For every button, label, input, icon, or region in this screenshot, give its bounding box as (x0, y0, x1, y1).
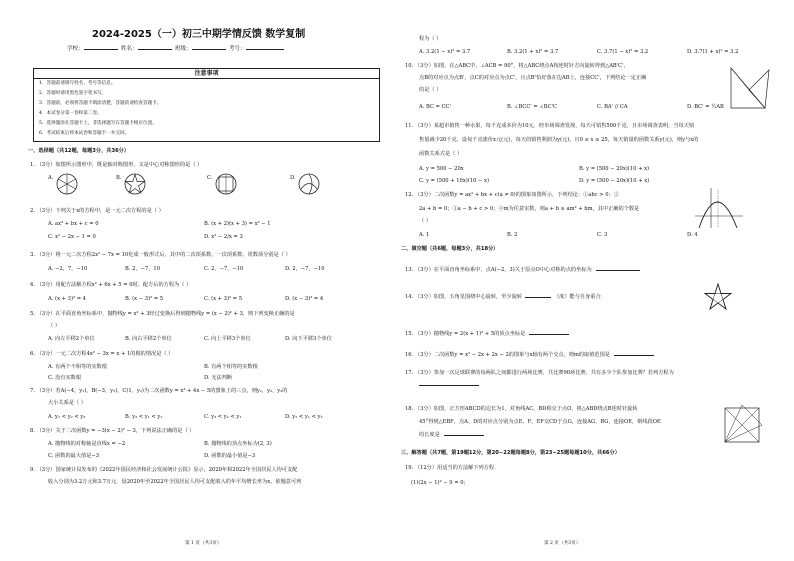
q13-answer-blank[interactable] (596, 270, 640, 271)
q10-option-b: B. ∠BCC' = ∠BC'C (507, 104, 557, 110)
name-field[interactable] (138, 49, 172, 50)
q4-option-d: D. (x − 3)² = 4 (285, 296, 324, 302)
question-12: 12. （3分）二次函数y = ax² + bx + c(a ≠ 0)的图象如图所示，下列结论：①abc > 0；② (405, 192, 619, 198)
note-3: 3．答题前，必须将答题卡填涂清楚，答题前请检查答题卡。 (39, 101, 162, 106)
note-2: 2．答题时请用黑色签字笔书写。 (39, 91, 107, 96)
class-label: 班级： (175, 46, 192, 52)
question-19-part-1: (1)(2x − 1)² − 9 = 0； (411, 480, 469, 486)
page-2 (397, 0, 794, 561)
q5-option-d: D. 向下平移3个单位 (285, 336, 332, 342)
question-3: 3. （3分）将一元二次方程2x² − 7x = 10化成一般形式后，其中的二次项系数、一次项系数、常数项分别是（ ） (30, 252, 291, 258)
q3-option-d: D. 2，−7，−10 (285, 266, 325, 272)
q12-option-d: D. 4 (687, 232, 698, 238)
question-1: 1. （3分）如图所示图形中，既是轴对称图形，又是中心对称图形的是（ ） (30, 162, 203, 168)
q7-option-d: D. y₂ < y₁ < y₃ (285, 414, 323, 420)
q15-answer-blank[interactable] (529, 334, 569, 335)
number-field[interactable] (246, 49, 284, 50)
section-1-heading: 一、选择题（共12题，每题3分，共36分） (28, 148, 130, 154)
q10-triangle-figure-icon (725, 60, 773, 116)
question-16 (405, 352, 654, 358)
note-1: 1．答题前请填写姓名、考号等信息。 (39, 81, 116, 86)
question-14-text: 14. （3分）如图，五角星围绕中心旋转，至少旋转 (405, 294, 522, 300)
school-field[interactable] (84, 49, 118, 50)
q5-option-c: C. 向上平移3个单位 (204, 336, 251, 342)
q1-option-b-label: B. (116, 175, 122, 181)
q1-figure-a-icon (55, 172, 79, 196)
question-4: 4. （3分）用配方法解方程x² + 6x + 5 = 0时，配方后的方程为（ ） (30, 282, 192, 288)
question-14 (405, 294, 606, 300)
q12-option-b: B. 2 (507, 232, 518, 238)
question-11: 11. （3分）某超市销售一种水果，每千克成本价为10元．经市场调查发现，每天可销售500千克，且市场调查表明，当每天销 (405, 123, 695, 129)
q4-option-c: C. (x + 3)² = 5 (204, 296, 243, 302)
q1-figure-d-icon (297, 172, 321, 196)
question-8: 8. （3分）关于二次函数y = −3(x − 2)² − 3，下列说法正确的是（ ） (30, 428, 195, 434)
q5-paren: （ ） (48, 323, 61, 329)
question-17 (405, 370, 674, 376)
q11-option-b: B. y = (500 − 20x)(10 + x) (579, 166, 650, 172)
question-13 (405, 267, 640, 273)
q3-option-c: C. 2，−7，−10 (204, 266, 244, 272)
q14-answer-blank[interactable] (525, 297, 551, 298)
q6-option-b: B. 有两个相等的实数根 (204, 364, 258, 370)
question-11-line-2: 售量减少20千克，设每千克涨价x元(元)，每天的销售利润为y(元)，且0 ≤ x ≤ 25，每天销量的函数关系y(元)，则y与x的 (419, 137, 699, 143)
question-12-line-2: 2a + b = 0；③a − b + c > 0；④m为任意实数，则a + b ≥ am² + bm，其中正确的个数是 (419, 206, 640, 212)
question-12-line-3: （ ） (419, 218, 432, 224)
q12-option-a: A. 1 (419, 232, 430, 238)
q6-option-c: C. 没有实数根 (48, 375, 82, 381)
name-label: 姓名： (121, 46, 138, 52)
q9-option-a: A. 3.2(1 − x)² = 3.7 (419, 49, 471, 55)
q11-option-a: A. y = 500 − 20x (419, 166, 464, 172)
q18-answer-blank[interactable] (444, 435, 484, 436)
question-16-text: 16. （3分）二次函数y = x² − 2x + 2x − 2的图象与x轴有两个交点，则m的取值范围是 (405, 352, 610, 358)
q8-option-d: D. 函数的最小值是−3 (204, 453, 256, 459)
question-2: 2. （3分）下列关于x的方程中，是一元二次方程的是（ ） (30, 208, 164, 214)
q17-answer-blank[interactable] (419, 385, 479, 386)
q2-option-d: D. x² − 2/x = 3 (204, 234, 243, 240)
page-2-number: 第 2 页（共3页） (544, 541, 581, 546)
q10-option-a: A. BC = CC' (419, 104, 451, 110)
q17-answer-line (419, 382, 479, 388)
q8-option-c: C. 函数的最大值是−3 (48, 453, 100, 459)
q1-figure-c-icon (214, 172, 238, 196)
q4-option-b: B. (x − 3)² = 5 (125, 296, 164, 302)
q3-option-a: A. −2，7，−10 (48, 266, 88, 272)
page-1-number: 第 1 页（共3页） (185, 541, 222, 546)
question-17-text: 17. （3分）参加一次足球联赛的每两队之间都进行两场比赛，共比赛90场比赛，共有多少个队参加比赛？若列方程为 (405, 370, 674, 376)
q5-option-a: A. 向左平移2个单位 (48, 336, 95, 342)
question-13-text: 13. （3分）在平面直角坐标系中，点A(−2，3)关于原点O中心对称的点的坐标为 (405, 267, 592, 273)
q14-star-figure-icon (703, 282, 733, 312)
q18-square-figure-icon (719, 402, 765, 448)
q7-continued: 大小关系是（ ） (48, 400, 86, 406)
q10-option-c: C. BA' // CA (597, 104, 628, 110)
q12-option-c: C. 3 (597, 232, 608, 238)
note-5: 5．选择题涂在答题卡上，非选择题写在答题卡相应位置。 (39, 121, 157, 126)
q7-option-b: B. y₃ < y₁ < y₂ (125, 414, 163, 420)
q8-option-a: A. 抛物线的对称轴是直线x = −2 (48, 441, 126, 447)
q6-option-d: D. 无法判断 (204, 375, 233, 381)
school-label: 学校： (67, 46, 84, 52)
question-9: 9. （3分）国家统计局发布的《2022年国民经济和社会发展统计公报》显示，2020年和2022年全国居民人均可支配 (30, 467, 298, 473)
q4-option-a: A. (x + 3)² = 4 (48, 296, 86, 302)
note-4: 4．本试卷分第一卷和第二卷。 (39, 111, 102, 116)
q10-option-d: D. BC' = ½AB (687, 104, 724, 110)
question-5: 5. （3分）在平面直角坐标系中，抛物线y = x² + 3经过变换后得到抛物线y = (x − 2)² + 3，则下列变换正确的是 (30, 311, 295, 317)
q2-option-c: C. x² − 2x − 1 = 0 (48, 234, 96, 240)
q6-option-a: A. 有两个不相等的实数根 (48, 364, 107, 370)
question-18-line-3-text: 的长度是 (419, 432, 440, 438)
note-6: 6．考试结束后将本试卷和答题卡一并交回。 (39, 131, 130, 136)
q1-option-d-label: D. (290, 175, 296, 181)
question-10-line-2: 点B的对应点为点B'，点C的对应点为点C'，且点B'恰好落在边AB上，连接CC'，下列结论一定正确 (419, 75, 647, 81)
question-15 (405, 331, 569, 337)
q1-option-c-label: C. (207, 175, 213, 181)
question-14-tail: （度）能与自身重合． (553, 294, 606, 300)
question-15-text: 15. （3分）抛物线y = 2(x + 1)² + 5的顶点坐标是 (405, 331, 526, 337)
class-field[interactable] (192, 49, 226, 50)
question-10-line-3: 的是（ ） (419, 87, 442, 93)
section-2-heading: 二、填空题（共6题，每题3分，共18分） (401, 246, 499, 252)
question-7: 7. （3分）若A(−4，y₁)，B(−3，y₂)，C(1，y₃)为二次函数y = x² + 4x − 5的图象上的三点，则y₁，y₂，y₃的 (30, 388, 288, 394)
q1-option-a-label: A. (48, 175, 54, 181)
question-19: 19. （12分）用适当的方法解下列方程． (405, 465, 500, 471)
q3-option-b: B. 2，−7，10 (125, 266, 161, 272)
question-10: 10. （3分）如图，在△ABC中，∠ACB = 90°，将△ABC绕点A按逆时针方向旋转得到△AB'C'， (405, 63, 629, 69)
question-6: 6. （3分）一元二次方程4x² − 3x = x + 1的根的情况是（ ） (30, 351, 174, 357)
question-11-line-3: 函数关系式是（ ） (419, 151, 463, 157)
notes-title: 注意事项 (34, 69, 379, 79)
q16-answer-blank[interactable] (614, 355, 654, 356)
q12-parabola-graph-icon (693, 186, 745, 230)
q8-option-b: B. 抛物线的顶点坐标为(2, 3) (204, 441, 272, 447)
number-label: 考号： (229, 46, 246, 52)
q2-option-b: B. (x + 2)(x + 3) = x² − 1 (204, 221, 271, 227)
q9-option-c: C. 3.7(1 − x)² = 3.2 (597, 49, 649, 55)
section-3-heading: 三、解答题（共7题，第19题12分，第20−22题每题8分，第23−25题每题10分，共66分） (401, 450, 620, 456)
q7-option-c: C. y₃ < y₂ < y₁ (204, 414, 242, 420)
q1-figure-b-icon (123, 172, 147, 196)
q11-option-c: C. y = (500 + 10x)(10 − x) (419, 178, 489, 184)
notes-box (33, 68, 380, 142)
q9-tail: 程为（ ） (419, 36, 442, 42)
question-18: 18. （3分）如图，正方形ABCD的边长为1，对角线AC、BD相交于点O，将△ABD绕点B逆时针旋转 (405, 406, 638, 412)
q9-option-d: D. 3.7(1 + x)² = 3.2 (687, 49, 739, 55)
q2-option-a: A. ax² + bx + c = 0 (48, 221, 99, 227)
q7-option-a: A. y₁ < y₂ < y₃ (48, 414, 86, 420)
student-info-line (67, 46, 284, 52)
q11-option-d: D. y = (500 − 20x)(10 + x) (579, 178, 650, 184)
q5-option-b: B. 向右平移2个单位 (125, 336, 172, 342)
q9-option-b: B. 3.2(1 + x)² = 3.7 (507, 49, 559, 55)
exam-title: 2024-2025（一）初三中期学情反馈 数学复制 (92, 29, 306, 40)
question-18-line-2: 45°得到△EBF，点A、D的对应点分别为点E、F，EF交CD于点G，连接AG、BG，连接OE，则线段OE (419, 419, 661, 425)
question-18-line-3 (419, 432, 484, 438)
question-9-line-2: 收入分别为3.2万元和3.7万元．设2020年至2022年全国居民人均可支配收入的年平均增长率为x，依题意可列 (48, 479, 302, 485)
